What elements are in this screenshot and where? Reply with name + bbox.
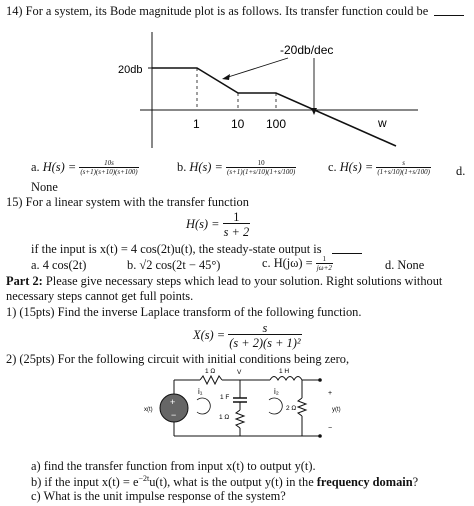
- label-i1: i₁: [198, 387, 203, 396]
- label-20db: 20db: [118, 64, 143, 76]
- q14-option-b[interactable]: b. H(s) = $\frac{10}{(s+1)(1+s/10)(1+s/100)}$: [177, 159, 296, 177]
- output-terminal-bottom: [318, 434, 322, 438]
- label-output-minus: −: [328, 425, 333, 432]
- tick-label-1: 1: [193, 117, 200, 131]
- axis-label-w: w: [378, 116, 387, 130]
- resistor-1ohm-top: [200, 376, 222, 384]
- label-i2: i₂: [274, 387, 279, 396]
- resistor-1ohm-middle: [236, 410, 244, 428]
- p2-question-b: b) if the input $x(t) = e^{-2t}u(t)$, what is the output y(t) in the frequency domain?: [31, 474, 419, 490]
- q15-input-text: if the input is x(t) = 4 cos(2t)u(t), the steady-state output is: [31, 242, 322, 256]
- output-terminal-top: [318, 378, 322, 382]
- q15-answer-blank[interactable]: [332, 244, 362, 254]
- q15-text: 15) For a linear system with the transfer function: [6, 195, 249, 209]
- mesh-i2-arrow: [269, 398, 282, 414]
- inductor-1h: [270, 377, 302, 381]
- circuit-diagram: [120, 368, 360, 448]
- label-output-plus: +: [328, 390, 333, 397]
- q14-option-d-text[interactable]: None: [31, 180, 58, 194]
- q14-option-d-label[interactable]: d.: [456, 164, 466, 178]
- p2-question-a: a) find the transfer function from input x(t) to output y(t).: [31, 459, 316, 473]
- mesh-i1-arrow: [197, 398, 210, 414]
- q14-answer-blank[interactable]: [434, 6, 464, 16]
- p2-text: 2) (25pts) For the following circuit with initial conditions being zero,: [6, 352, 350, 366]
- q15-option-b[interactable]: b. √2 cos(2t − 45°): [127, 258, 221, 272]
- label-slope: -20db/dec: [280, 43, 334, 57]
- p2-question-c: c) What is the unit impulse response of the system?: [31, 489, 286, 503]
- q15-option-c[interactable]: c. H(jω) = $\frac{1}{j\omega+2}$: [262, 255, 332, 273]
- label-r2: 2 Ω: [286, 405, 297, 412]
- tick-label-100: 100: [266, 117, 287, 131]
- source-plus: +: [170, 397, 176, 407]
- q15-option-d[interactable]: d. None: [385, 258, 425, 272]
- part2-title: Part 2:: [6, 274, 43, 288]
- label-source: x(t): [144, 407, 153, 413]
- source-minus: −: [171, 410, 177, 420]
- slope-arrowhead-left: [222, 74, 230, 80]
- q14-option-c[interactable]: c. H(s) = $\frac{s}{(1+s/10)(1+s/100)}$: [328, 159, 430, 177]
- label-c1: 1 F: [220, 394, 230, 401]
- label-r3: 1 Ω: [219, 414, 230, 421]
- p1-equation: X(s) = $\frac{s}{\text{(s + 2)(s + 1)²}}$: [193, 321, 301, 351]
- label-v: V: [237, 369, 242, 376]
- slope-arrow-left: [225, 58, 288, 78]
- tick-label-10: 10: [231, 117, 245, 131]
- q15-option-a[interactable]: a. 4 cos(2t): [31, 258, 87, 272]
- bode-plot: [100, 26, 420, 156]
- part2-line2: necessary steps cannot get full points.: [6, 289, 194, 303]
- q14-option-a[interactable]: a. H(s) = $\frac{10s}{(s+1)(s+10)(s+100)}$: [31, 159, 138, 177]
- bode-magnitude-curve: [152, 68, 396, 146]
- q15-transfer-function: H(s) = $\frac{1}{s + 2}$: [186, 210, 250, 240]
- part2-line1: Part 2: Please give necessary steps which lead to your solution. Right solutions without: [6, 274, 443, 288]
- q14-text: 14) For a system, its Bode magnitude plot is as follows. Its transfer function could be: [6, 4, 429, 18]
- label-l1: 1 H: [279, 368, 290, 375]
- p1-text: 1) (15pts) Find the inverse Laplace transform of the following function.: [6, 305, 362, 319]
- label-output: y(t): [332, 407, 341, 413]
- resistor-2ohm: [298, 398, 306, 416]
- label-r1: 1 Ω: [205, 368, 216, 375]
